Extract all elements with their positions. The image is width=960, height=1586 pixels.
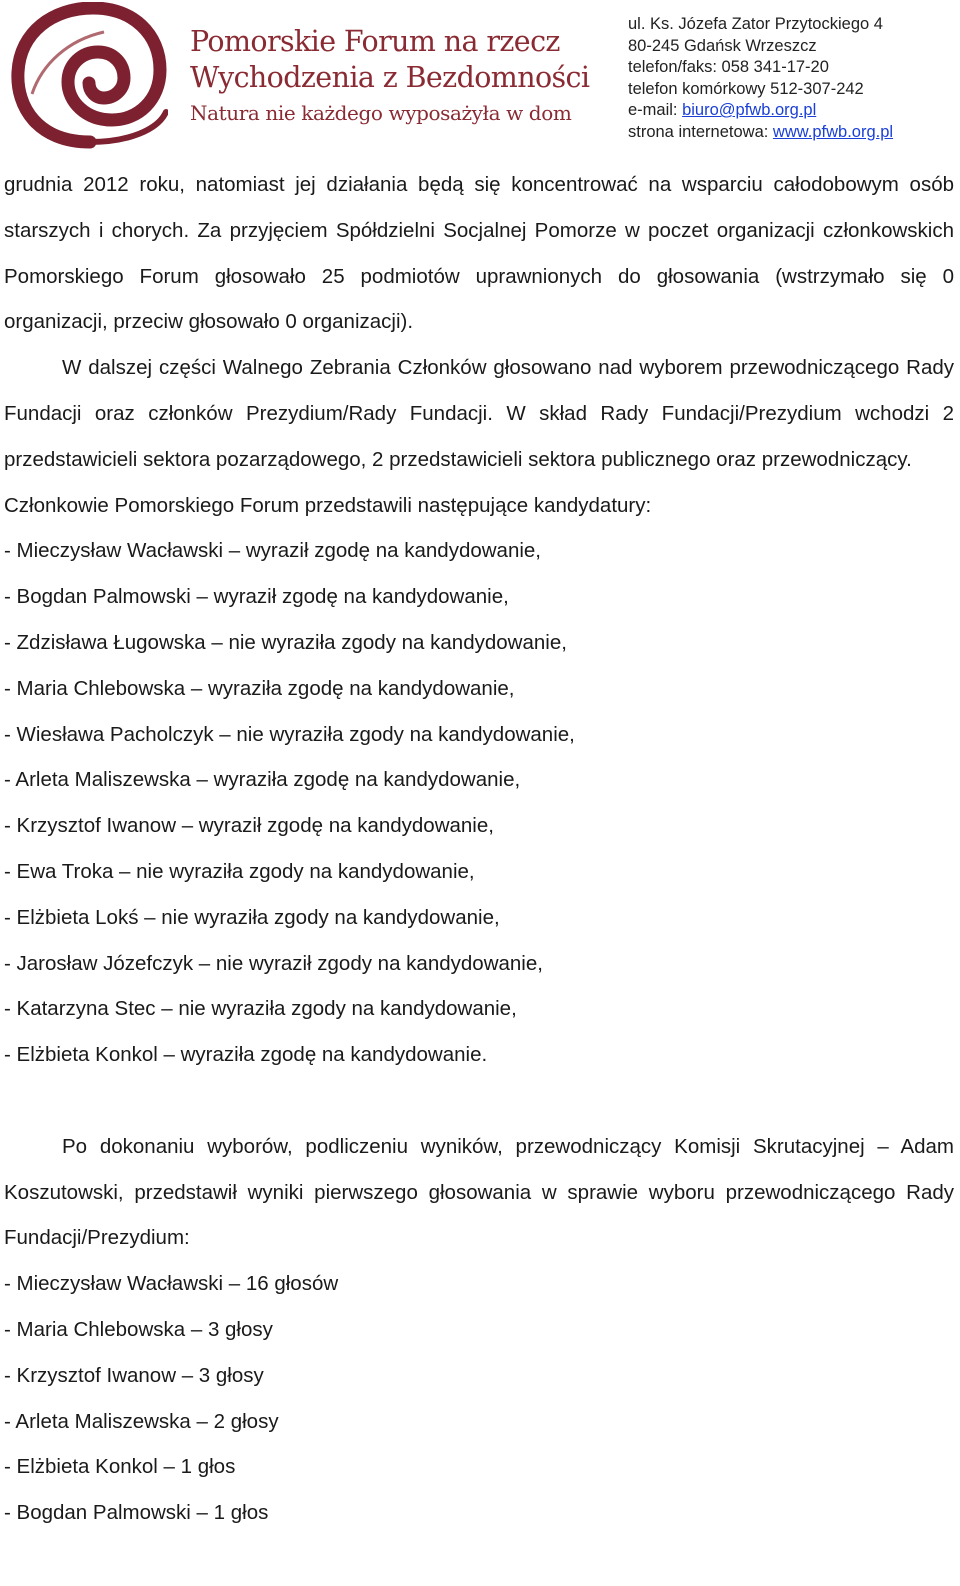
paragraph-spacer — [4, 1078, 954, 1124]
candidate-item: - Krzysztof Iwanow – wyraził zgodę na kandydowanie, — [4, 814, 494, 838]
candidate-item: - Katarzyna Stec – nie wyraziła zgody na kandydowanie, — [4, 997, 517, 1021]
mobile-phone: telefon komórkowy 512-307-242 — [628, 79, 864, 98]
candidates-intro: Członkowie Pomorskiego Forum przedstawili następujące kandydatury: — [4, 493, 652, 517]
email-line — [628, 100, 893, 122]
organization-name — [190, 24, 589, 96]
contact-block — [628, 14, 893, 143]
candidate-item: - Wiesława Pacholczyk – nie wyraziła zgody na kandydowanie, — [4, 722, 575, 746]
paragraph-election: W dalszej części Walnego Zebrania Członków głosowano nad wyborem przewodniczącego Rady Fundacji oraz członków Prezydium/Rady Fundacji. W skład Rady Fundacji/Prezydium wchodzi 2 przedstawicieli sektora pozarządowego, 2 przedstawicieli sektora publicznego oraz przewodniczący. — [4, 356, 954, 471]
candidate-item: - Bogdan Palmowski – wyraził zgodę na kandydowanie, — [4, 585, 509, 609]
phone-fax: telefon/faks: 058 341-17-20 — [628, 58, 829, 76]
organization-name-line2: Wychodzenia z Bezdomności — [190, 61, 590, 94]
website-line — [628, 122, 893, 144]
paragraph-intro: grudnia 2012 roku, natomiast jej działania będą się koncentrować na wsparciu całodobowym osób starszych i chorych. Za przyjęciem Spółdzielni Socjalnej Pomorze w poczet organizacji członkowskich Pomorskiego Forum głosowało 25 podmiotów uprawnionych do głosowania (wstrzymało się 0 organizacji, przeciw głosowało 0 organizacji). — [4, 173, 954, 334]
paragraph-results-intro: Po dokonaniu wyborów, podliczeniu wyników, przewodniczący Komisji Skrutacyjnej – Adam Koszutowski, przedstawił wyniki pierwszego głosowania w sprawie wyboru przewodniczącego Rady Fundacji/Prezydium: — [4, 1134, 954, 1250]
candidate-item: - Arleta Maliszewska – wyraziła zgodę na kandydowanie, — [4, 768, 521, 792]
document-body — [4, 162, 954, 1536]
organization-name-line1: Pomorskie Forum na rzecz — [190, 25, 560, 58]
candidate-item: - Jarosław Józefczyk – nie wyraził zgody na kandydowanie, — [4, 951, 543, 975]
address-line1: ul. Ks. Józefa Zator Przytockiego 4 — [628, 15, 883, 33]
candidate-item: - Maria Chlebowska – wyraziła zgodę na kandydowanie, — [4, 676, 515, 700]
candidate-item: - Mieczysław Wacławski – wyraził zgodę na kandydowanie, — [4, 539, 542, 563]
result-item: - Arleta Maliszewska – 2 głosy — [4, 1409, 279, 1433]
candidate-item: - Zdzisława Ługowska – nie wyraziła zgody na kandydowanie, — [4, 630, 567, 654]
email-label: e-mail: — [628, 101, 683, 119]
result-item: - Mieczysław Wacławski – 16 głosów — [4, 1272, 339, 1296]
candidate-item: - Elżbieta Lokś – nie wyraziła zgody na kandydowanie, — [4, 905, 500, 929]
results-list — [4, 1261, 954, 1536]
address-line2: 80-245 Gdańsk Wrzeszcz — [628, 36, 817, 55]
candidate-item: - Ewa Troka – nie wyraziła zgody na kandydowanie, — [4, 859, 475, 883]
spiral-shell-logo-icon — [8, 2, 168, 152]
website-link[interactable]: www.pfwb.org.pl — [772, 122, 894, 141]
result-item: - Bogdan Palmowski – 1 głos — [4, 1501, 269, 1525]
organization-motto: Natura nie każdego wyposażyła w dom — [190, 101, 572, 125]
candidate-item: - Elżbieta Konkol – wyraziła zgodę na kandydowanie. — [4, 1043, 488, 1067]
result-item: - Maria Chlebowska – 3 głosy — [4, 1317, 273, 1341]
letterhead — [0, 0, 960, 160]
email-link[interactable]: biuro@pfwb.org.pl — [682, 101, 817, 119]
result-item: - Elżbieta Konkol – 1 głos — [4, 1455, 236, 1479]
result-item: - Krzysztof Iwanow – 3 głosy — [4, 1363, 264, 1387]
website-label: strona internetowa: — [628, 122, 773, 141]
candidates-list — [4, 528, 954, 1078]
